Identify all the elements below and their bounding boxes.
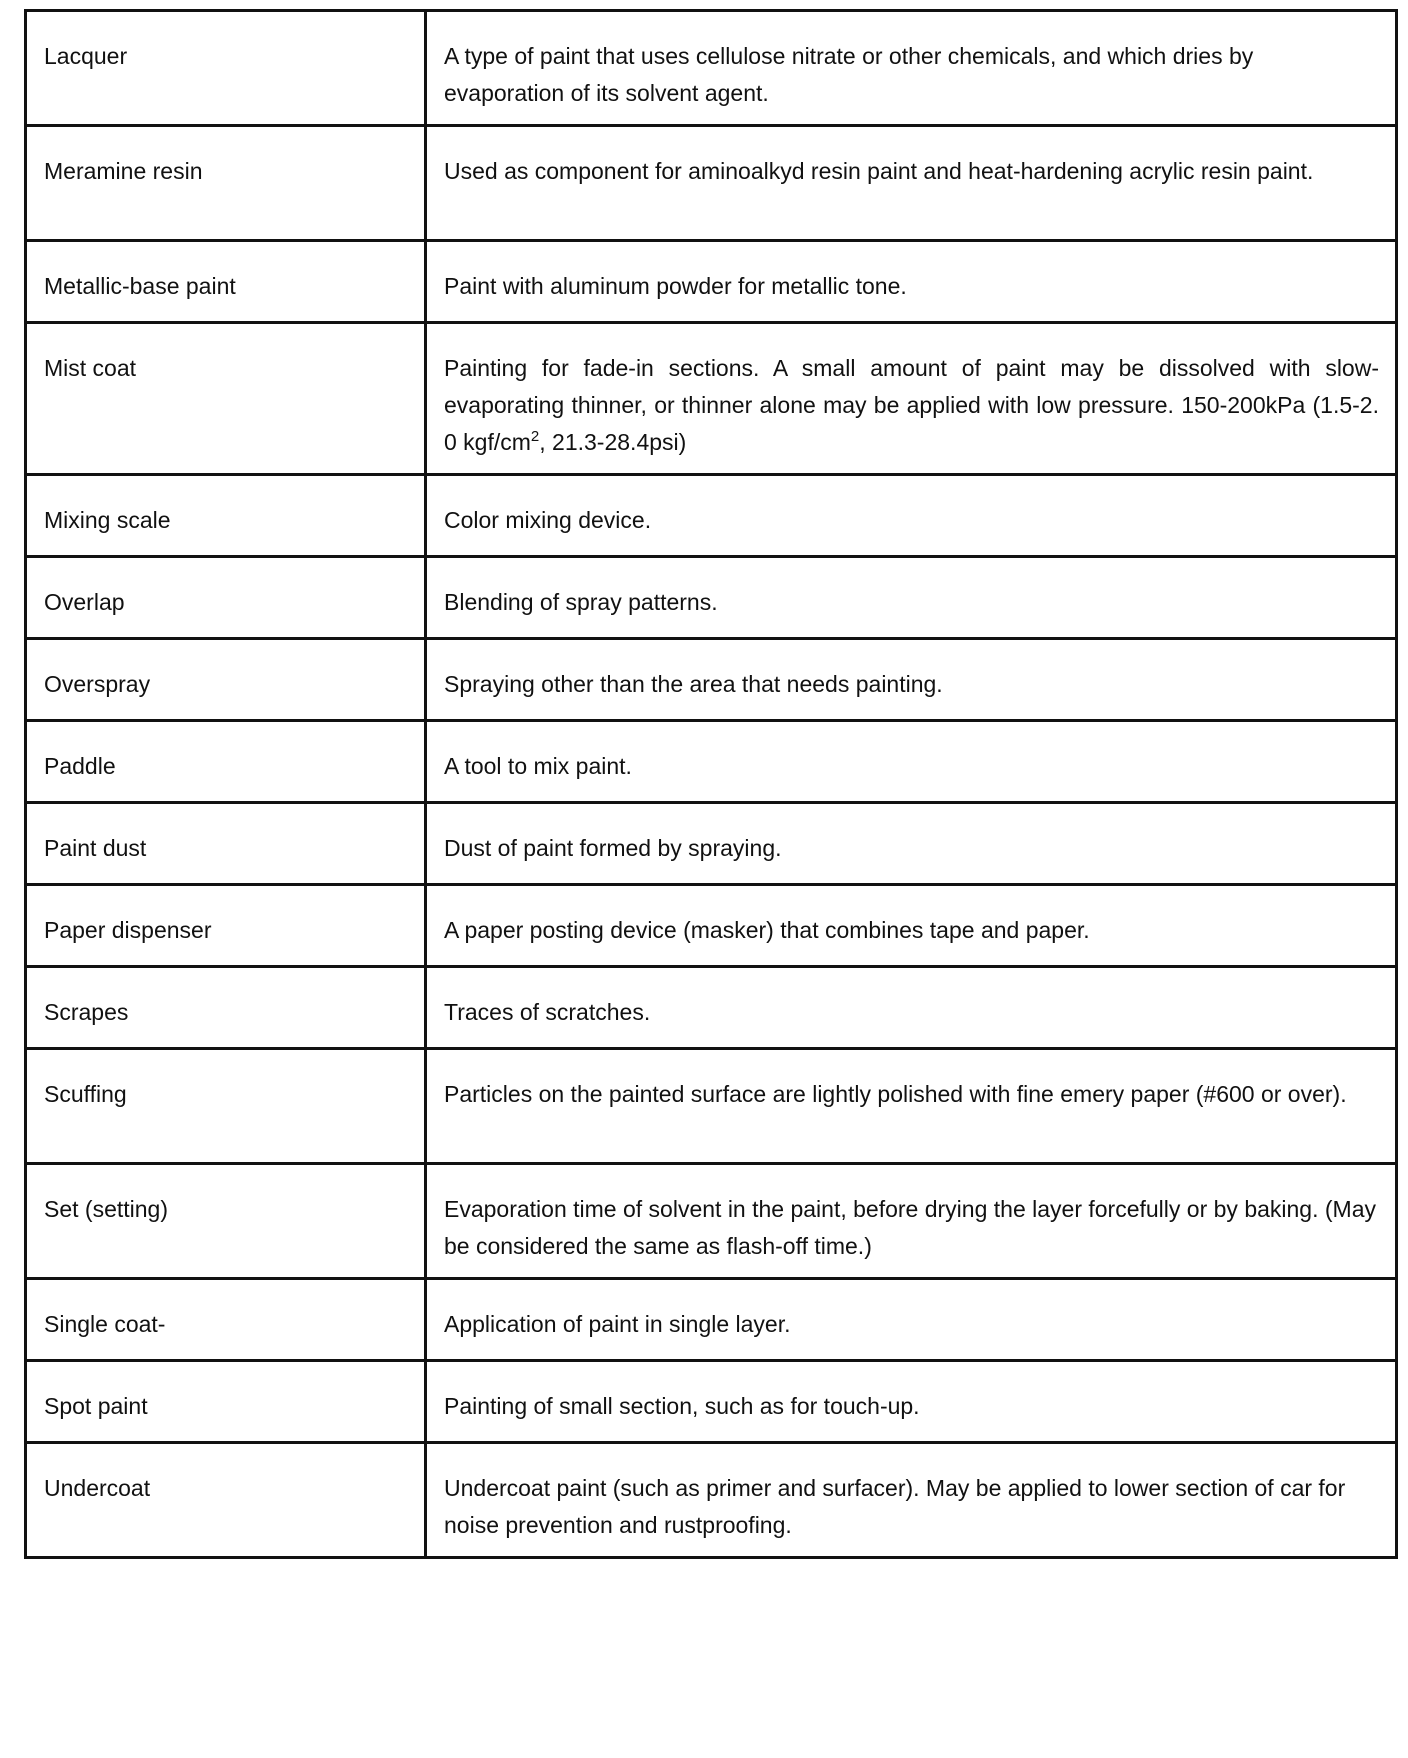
definition-cell: Traces of scratches. [426,967,1397,1049]
definition-cell [426,323,1397,475]
table-row [26,1164,1397,1279]
definition-text-tail: , 21.3-28.4psi) [539,429,687,455]
term-cell: Paddle [26,721,426,803]
definition-cell: Spraying other than the area that needs painting. [426,639,1397,721]
definition-cell: Particles on the painted surface are lightly polished with fine emery paper (#600 or over). [426,1049,1397,1164]
term-cell: Mixing scale [26,475,426,557]
definition-cell: Application of paint in single layer. [426,1279,1397,1361]
definition-cell: A tool to mix paint. [426,721,1397,803]
table-row [26,323,1397,475]
term-cell: Overspray [26,639,426,721]
term-cell: Set (setting) [26,1164,426,1279]
definition-cell: Painting of small section, such as for touch-up. [426,1361,1397,1443]
definition-cell: Evaporation time of solvent in the paint, before drying the layer forcefully or by baking. (May be considered the same as flash-off time.) [426,1164,1397,1279]
table-row [26,721,1397,803]
table-row [26,967,1397,1049]
term-cell: Overlap [26,557,426,639]
table-row [26,1279,1397,1361]
table-row [26,126,1397,241]
definition-cell: Dust of paint formed by spraying. [426,803,1397,885]
term-cell: Scuffing [26,1049,426,1164]
term-cell: Single coat- [26,1279,426,1361]
definition-cell: Undercoat paint (such as primer and surfacer). May be applied to lower section of car for noise prevention and rustproofing. [426,1443,1397,1558]
definition-cell: Used as component for aminoalkyd resin paint and heat-hardening acrylic resin paint. [426,126,1397,241]
table-row [26,1443,1397,1558]
table-row [26,11,1397,126]
term-cell: Paper dispenser [26,885,426,967]
term-cell: Mist coat [26,323,426,475]
definition-cell: A paper posting device (masker) that combines tape and paper. [426,885,1397,967]
table-row [26,557,1397,639]
definition-cell: Color mixing device. [426,475,1397,557]
table-row [26,639,1397,721]
table-row [26,1049,1397,1164]
term-cell: Metallic-base paint [26,241,426,323]
term-cell: Scrapes [26,967,426,1049]
table-row [26,241,1397,323]
term-cell: Meramine resin [26,126,426,241]
superscript-exponent: 2 [530,428,540,445]
term-cell: Undercoat [26,1443,426,1558]
term-cell: Paint dust [26,803,426,885]
glossary-table [24,9,1398,1559]
term-cell: Spot paint [26,1361,426,1443]
definition-cell: A type of paint that uses cellulose nitrate or other chemicals, and which dries by evaporation of its solvent agent. [426,11,1397,126]
table-row [26,475,1397,557]
table-row [26,885,1397,967]
table-row [26,1361,1397,1443]
table-row [26,803,1397,885]
term-cell: Lacquer [26,11,426,126]
definition-cell: Blending of spray patterns. [426,557,1397,639]
definition-cell: Paint with aluminum powder for metallic tone. [426,241,1397,323]
definition-text: Painting for fade-in sections. A small amount of paint may be dissolved with slow-evaporating thinner, or thinner alone may be applied with low pressure. 150-200kPa (1.5-2. 0 kgf/cm [444,355,1379,455]
